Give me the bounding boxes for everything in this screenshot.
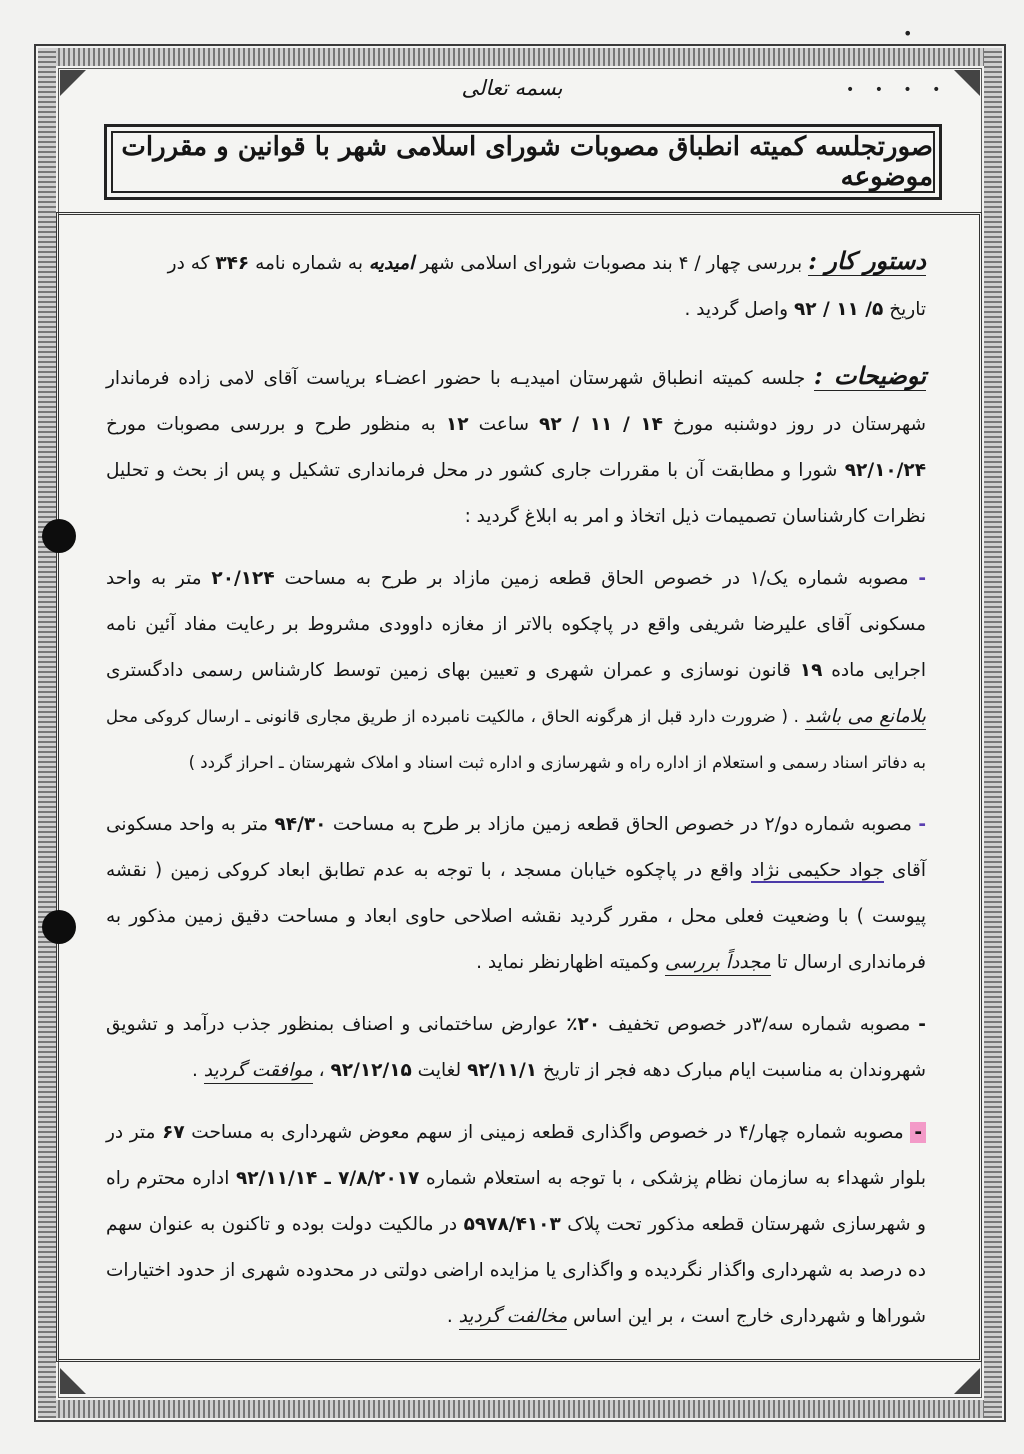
person-name: جواد حکیمی نژاد	[751, 860, 884, 881]
item-article: ۱۹	[799, 660, 823, 681]
resolution-item-4	[106, 1110, 926, 1340]
item-text: عوارض ساختمانی و اصناف بمنظور جذب درآمد و تشویق شهروندان به مناسبت ایام مبارک دهه فجر از تاریخ	[106, 1014, 926, 1081]
item-text: متر به واحد مسکونی آقای	[106, 814, 926, 881]
agenda-text: تاریخ	[889, 299, 926, 320]
description-text: ساعت	[478, 414, 529, 435]
agenda-text: که در	[167, 253, 210, 274]
description-label: توضیحات :	[813, 361, 927, 390]
resolution-item-3: - مصوبه شماره سه/۳در خصوص تخفیف ۲۰٪ عوارض ساختمانی و اصناف بمنظور جذب درآمد و تشویق شهروندان به مناسبت ایام مبارک دهه فجر از تاریخ ۹۲/۱۱/۱ لغایت ۹۲/۱۲/۱۵ ، موافقت گردید .	[106, 1002, 926, 1094]
item-text: لغایت	[417, 1060, 462, 1081]
item-text: .	[192, 1060, 198, 1081]
punch-hole	[42, 910, 76, 944]
description-text: شهرستان در روز دوشنبه مورخ	[673, 414, 927, 435]
item-marker: -	[918, 1014, 926, 1035]
item-text: مصوبه شماره چهار/۴ در خصوص واگذاری قطعه زمینی از سهم معوض شهرداری به مساحت	[191, 1122, 904, 1143]
agenda-text: بررسی چهار / ۴ بند مصوبات شورای اسلامی شهر	[420, 253, 803, 274]
description-section	[106, 353, 926, 540]
item-marker: -	[910, 1122, 926, 1143]
resolutions-date: ۹۲/۱۰/۲۴	[844, 460, 926, 481]
item-from-date: ۹۲/۱۱/۱	[467, 1060, 538, 1081]
item-text: واقع در پاچکوه خیابان مسجد ، با توجه به عدم تطابق ابعاد کروکی زمین ( نقشه پیوست ) با وضعیت فعلی محل ، مقرر گردید نقشه اصلاحی حاوی ابعاد و مساحت دقیق زمین مذکور به فرمانداری ارسال تا	[106, 860, 926, 973]
description-text: شورا و مطابقت آن با مقررات جاری کشور در محل فرمانداری تشکیل و پس از بحث و تحلیل نظرات	[106, 460, 926, 527]
resolution-item-1	[106, 556, 926, 786]
basmala: بسمه تعالی	[461, 76, 563, 100]
scan-speck: •	[903, 24, 913, 43]
item-decision: مجدداً بررسی	[665, 952, 771, 976]
meeting-date: ۱۴ / ۱۱ / ۹۲	[539, 414, 663, 435]
item-text: قانون نوسازی و عمران شهری و تعیین بهای زمین توسط کارشناس رسمی دادگستری	[106, 660, 791, 681]
item-text: متر در بلوار شهداء به سازمان نظام پزشکی ، با توجه به استعلام شماره	[106, 1122, 926, 1189]
item-text: . ( ضرورت دارد قبل از هرگونه الحاق ، مالکیت نامبرده از طریق مجاری قانونی ـ ارسال کروکی محل به دفاتر اسناد رسمی و استعلام از اداره راه و شهرسازی و اداره ثبت اسناد و املاک شهرستان ـ احراز گردد )	[106, 707, 926, 772]
item-text: .	[446, 1306, 453, 1327]
item-decision: بلامانع می باشد	[805, 706, 926, 730]
plate-number: ۵۹۷۸/۴۱۰۳	[463, 1214, 561, 1235]
agenda-text: واصل گردید .	[684, 299, 789, 320]
item-text: در مالکیت دولت بوده و تاکنون به عنوان سهم ده درصد به شهرداری واگذار نگردیده و واگذاری یا مزایده اراضی دولتی در محدوده شهری از حدود اختیارات شوراها و شهرداری خارج است ، بر این اساس	[106, 1214, 926, 1327]
item-text: مصوبه شماره یک/۱ در خصوص الحاق قطعه زمین مازاد بر طرح به مساحت	[284, 568, 909, 589]
item-text: مصوبه شماره سه/۳در خصوص تخفیف	[608, 1014, 911, 1035]
resolution-item-2	[106, 802, 926, 986]
description-text: به منظور طرح و بررسی مصوبات مورخ	[106, 414, 436, 435]
item-decision: مخالفت گردید	[459, 1306, 568, 1330]
agenda-label: دستور کار :	[808, 246, 926, 275]
description-text: جلسه کمیته انطباق شهرستان امیدیـه با حضور اعضـاء بریاست آقای لامی زاده فرماندار	[106, 368, 806, 389]
item-text: اداره محترم راه و شهرسازی شهرستان قطعه مذکور تحت پلاک	[106, 1168, 926, 1235]
document-body	[106, 238, 926, 1340]
item-text: وکمیته اظهارنظر نماید .	[476, 952, 659, 973]
item-marker: -	[918, 814, 926, 835]
item-marker: -	[918, 568, 926, 589]
description-text: کارشناسان تصمیمات ذیل اتخاذ و امر به ابلاغ گردید :	[464, 506, 868, 527]
meeting-hour: ۱۲	[445, 414, 469, 435]
item-area: ۹۴/۳۰	[274, 814, 327, 835]
inquiry-number: ۷/۸/۲۰۱۷ ـ ۹۲/۱۱/۱۴	[236, 1168, 420, 1189]
corner-ornament	[60, 1368, 86, 1394]
letter-date: ۵/ ۱۱ / ۹۲	[793, 299, 884, 320]
scan-specks: • • • •	[846, 82, 949, 98]
item-to-date: ۹۲/۱۲/۱۵	[330, 1060, 412, 1081]
item-area: ۲۰/۱۲۴	[211, 568, 275, 589]
item-text: متر به واحد مسکونی آقای علیرضا شریفی واقع در پاچکوه بالاتر از مغازه داوودی مشروط بر رعایت مفاد آئین نامه اجرایی ماده	[106, 568, 926, 681]
item-area: ۶۷	[162, 1122, 185, 1143]
corner-ornament	[954, 1368, 980, 1394]
item-decision: موافقت گردید	[204, 1060, 313, 1084]
punch-hole	[42, 519, 76, 553]
letter-number: ۳۴۶	[215, 253, 250, 274]
document-title: صورتجلسه کمیته انطباق مصوبات شورای اسلامی شهر با قوانین و مقررات موضوعه	[111, 131, 935, 193]
title-box	[104, 124, 942, 200]
corner-ornament	[954, 70, 980, 96]
item-text: مصوبه شماره دو/۲ در خصوص الحاق قطعه زمین مازاد بر طرح به مساحت	[332, 814, 912, 835]
item-discount: ۲۰٪	[566, 1014, 601, 1035]
city-name: امیدیه	[368, 253, 415, 274]
corner-ornament	[60, 70, 86, 96]
agenda-text: به شماره نامه	[255, 253, 363, 274]
agenda-section	[106, 238, 926, 333]
